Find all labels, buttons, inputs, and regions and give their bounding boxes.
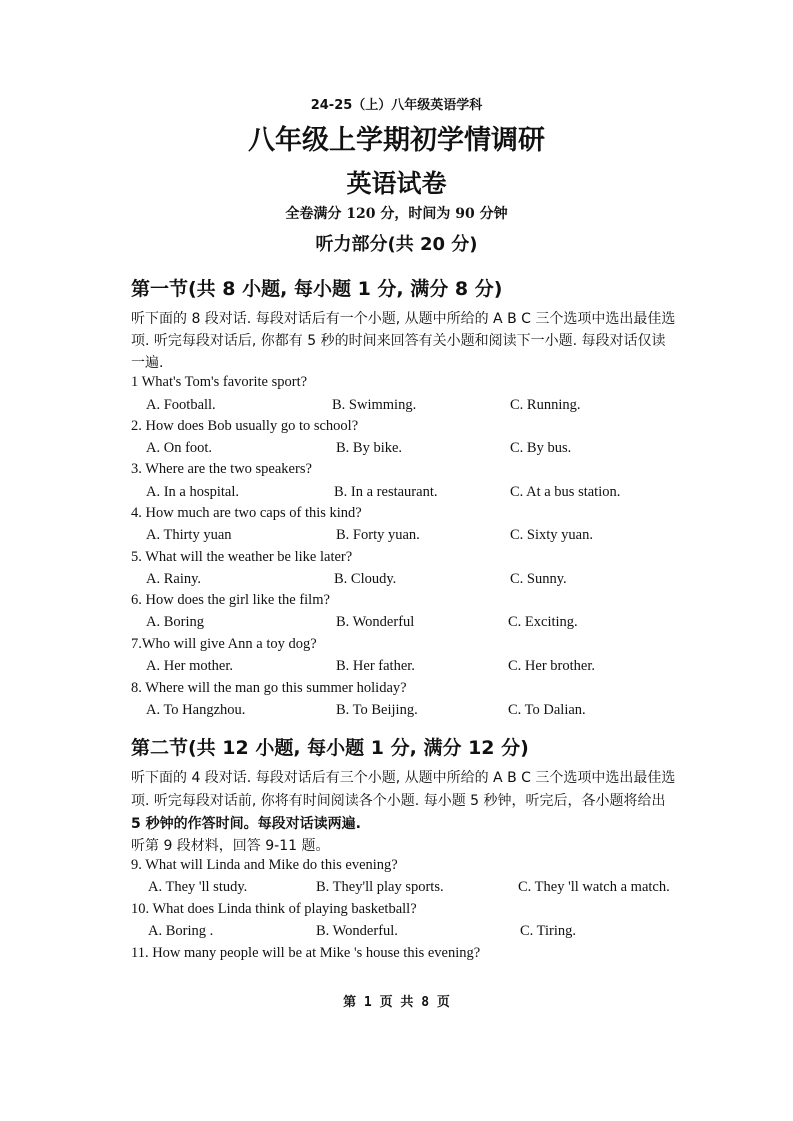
exam-info: 全卷满分 120 分，时间为 90 分钟 [285, 206, 508, 222]
option-a: A. To Hangzhou. [146, 702, 246, 718]
option-a: A. Her mother. [146, 658, 233, 674]
option-c: C. They 'll watch a match. [518, 879, 670, 895]
option-b: B. By bike. [336, 440, 403, 456]
question-text: 9. What will Linda and Mike do this evening? [131, 857, 398, 873]
option-b: B. To Beijing. [336, 702, 418, 718]
question-text: 4. How much are two caps of this kind? [131, 505, 362, 521]
question-text: 7.Who will give Ann a toy dog? [131, 636, 317, 652]
section1-directions-line: 项. 听完每段对话后, 你都有 5 秒的时间来回答有关小题和阅读下一小题. 每段对话仅读 [131, 333, 666, 349]
option-b: B. Cloudy. [334, 571, 397, 587]
section2-directions-line: 5 秒钟的作答时间。每段对话读两遍. [131, 816, 361, 832]
option-c: C. Exciting. [508, 614, 578, 630]
option-a: A. Thirty yuan [146, 527, 232, 543]
option-c: C. Her brother. [508, 658, 595, 674]
page-footer: 第 1 页 共 8 页 [343, 995, 450, 1010]
option-c: C. By bus. [510, 440, 572, 456]
option-b: B. Forty yuan. [336, 527, 420, 543]
section2-heading: 第二节(共 12 小题, 每小题 1 分, 满分 12 分) [131, 737, 529, 759]
option-c: C. At a bus station. [510, 484, 621, 500]
option-a: A. Boring [146, 614, 204, 630]
option-a: A. Boring . [148, 923, 214, 939]
option-b: B. Wonderful [336, 614, 415, 630]
section1-heading: 第一节(共 8 小题, 每小题 1 分, 满分 8 分) [131, 278, 503, 300]
question-text: 2. How does Bob usually go to school? [131, 418, 359, 434]
option-c: C. Tiring. [520, 923, 577, 939]
option-c: C. Sunny. [510, 571, 567, 587]
option-b: B. Swimming. [332, 397, 417, 413]
option-c: C. Sixty yuan. [510, 527, 593, 543]
section2-directions-line: 听下面的 4 段对话. 每段对话后有三个小题, 从题中所给的 A B C 三个选项中选出最佳选 [131, 770, 676, 786]
part-heading: 听力部分(共 20 分) [315, 234, 478, 255]
question-text: 6. How does the girl like the film? [131, 592, 330, 608]
exam-title: 八年级上学期初学情调研 [248, 125, 545, 156]
question-text: 10. What does Linda think of playing basketball? [131, 901, 417, 917]
section1-directions-line: 一遍. [131, 355, 164, 371]
option-a: A. Football. [146, 397, 216, 413]
option-b: B. They'll play sports. [316, 879, 444, 895]
option-a: A. On foot. [146, 440, 213, 456]
option-b: B. In a restaurant. [334, 484, 438, 500]
question-text: 8. Where will the man go this summer holiday? [131, 680, 407, 696]
school-line: 24-25（上）八年级英语学科 [310, 98, 483, 113]
option-c: C. Running. [510, 397, 581, 413]
section1-directions-line: 听下面的 8 段对话. 每段对话后有一个小题, 从题中所给的 A B C 三个选项中选出最佳选 [131, 311, 676, 327]
option-b: B. Wonderful. [316, 923, 398, 939]
section2-directions-line: 项. 听完每段对话前, 你将有时间阅读各个小题. 每小题 5 秒钟，听完后，各小题将给出 [131, 793, 666, 809]
question-text: 11. How many people will be at Mike 's house this evening? [131, 945, 481, 961]
option-b: B. Her father. [336, 658, 415, 674]
option-a: A. In a hospital. [146, 484, 240, 500]
question-text: 1 What's Tom's favorite sport? [131, 374, 308, 390]
option-a: A. Rainy. [146, 571, 202, 587]
option-c: C. To Dalian. [508, 702, 586, 718]
option-a: A. They 'll study. [148, 879, 248, 895]
question-text: 5. What will the weather be like later? [131, 549, 353, 565]
section2-material-note: 听第 9 段材料，回答 9-11 题。 [131, 838, 330, 854]
question-text: 3. Where are the two speakers? [131, 461, 312, 477]
exam-subtitle: 英语试卷 [346, 169, 447, 198]
